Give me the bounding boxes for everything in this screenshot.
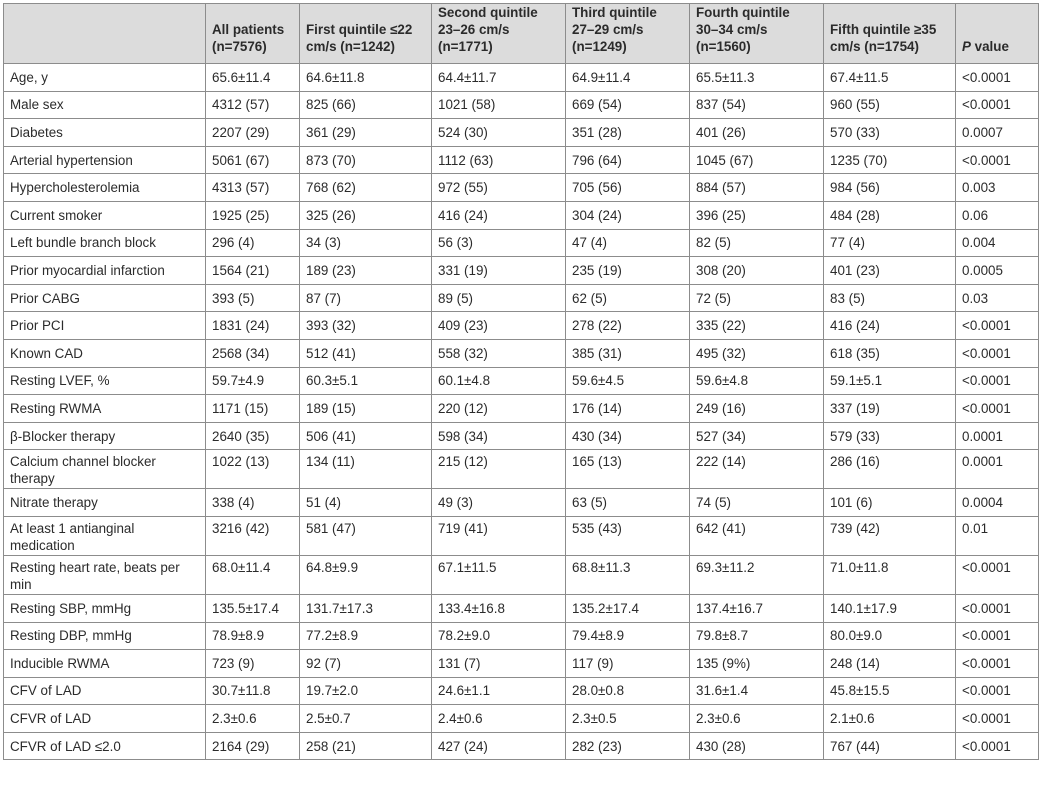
header-line: value — [970, 39, 1009, 54]
table-row — [4, 91, 1039, 119]
row-label: Resting RWMA — [4, 395, 206, 423]
row-label: Hypercholesterolemia — [4, 174, 206, 202]
header-line: (n=1771) — [438, 39, 493, 54]
table-cell: 51 (4) — [300, 489, 432, 517]
table-cell: 30.7±11.8 — [206, 677, 300, 705]
header-line: 27–29 cm/s — [572, 22, 644, 37]
table-cell: 506 (41) — [300, 422, 432, 450]
row-label: Age, y — [4, 64, 206, 92]
table-row — [4, 422, 1039, 450]
table-header — [4, 4, 1039, 64]
p-value-cell: <0.0001 — [956, 555, 1039, 594]
table-cell: 719 (41) — [432, 516, 566, 555]
header-line: Fourth quintile — [696, 5, 790, 20]
table-cell: 72 (5) — [690, 284, 824, 312]
table-cell: 77.2±8.9 — [300, 622, 432, 650]
table-cell: 416 (24) — [432, 201, 566, 229]
header-line: Second quintile — [438, 5, 538, 20]
header-cell-first-quintile — [300, 4, 432, 64]
table-cell: 134 (11) — [300, 450, 432, 489]
header-cell-label — [4, 4, 206, 64]
table-cell: 3216 (42) — [206, 516, 300, 555]
header-row — [4, 4, 1039, 64]
table-cell: 79.8±8.7 — [690, 622, 824, 650]
table-cell: 2.4±0.6 — [432, 705, 566, 733]
row-label: Inducible RWMA — [4, 650, 206, 678]
table-cell: 2.3±0.6 — [690, 705, 824, 733]
table-cell: 78.2±9.0 — [432, 622, 566, 650]
table-cell: 642 (41) — [690, 516, 824, 555]
table-row — [4, 622, 1039, 650]
table-cell: 337 (19) — [824, 395, 956, 423]
table-cell: 338 (4) — [206, 489, 300, 517]
table-cell: 4312 (57) — [206, 91, 300, 119]
table-cell: 56 (3) — [432, 229, 566, 257]
table-row — [4, 516, 1039, 555]
table-cell: 2568 (34) — [206, 339, 300, 367]
table-cell: 972 (55) — [432, 174, 566, 202]
table-cell: 63 (5) — [566, 489, 690, 517]
table-cell: 19.7±2.0 — [300, 677, 432, 705]
p-value-cell: 0.0005 — [956, 257, 1039, 285]
table-cell: 282 (23) — [566, 732, 690, 760]
table-cell: 131.7±17.3 — [300, 594, 432, 622]
table-row — [4, 201, 1039, 229]
table-cell: 80.0±9.0 — [824, 622, 956, 650]
p-value-cell: <0.0001 — [956, 732, 1039, 760]
table-cell: 524 (30) — [432, 119, 566, 147]
table-cell: 512 (41) — [300, 339, 432, 367]
table-cell: 24.6±1.1 — [432, 677, 566, 705]
header-line: (n=1560) — [696, 39, 751, 54]
table-row — [4, 174, 1039, 202]
header-line: Third quintile — [572, 5, 657, 20]
p-value-cell: 0.0004 — [956, 489, 1039, 517]
row-label: CFVR of LAD ≤2.0 — [4, 732, 206, 760]
table-cell: 31.6±1.4 — [690, 677, 824, 705]
table-cell: 1045 (67) — [690, 146, 824, 174]
table-row — [4, 257, 1039, 285]
table-cell: 527 (34) — [690, 422, 824, 450]
row-label: Resting LVEF, % — [4, 367, 206, 395]
header-cell-all-patients — [206, 4, 300, 64]
table-cell: 2.3±0.6 — [206, 705, 300, 733]
table-cell: 117 (9) — [566, 650, 690, 678]
table-row — [4, 284, 1039, 312]
row-label: Nitrate therapy — [4, 489, 206, 517]
table-cell: 427 (24) — [432, 732, 566, 760]
table-row — [4, 119, 1039, 147]
header-line: cm/s (n=1242) — [306, 39, 395, 54]
table-cell: 598 (34) — [432, 422, 566, 450]
table-cell: 62 (5) — [566, 284, 690, 312]
p-value-cell: <0.0001 — [956, 146, 1039, 174]
table-cell: 2164 (29) — [206, 732, 300, 760]
table-row — [4, 650, 1039, 678]
header-line: P — [962, 39, 971, 54]
table-row — [4, 489, 1039, 517]
table-cell: 235 (19) — [566, 257, 690, 285]
table-cell: 2.1±0.6 — [824, 705, 956, 733]
row-label: CFVR of LAD — [4, 705, 206, 733]
table-cell: 430 (28) — [690, 732, 824, 760]
row-label: Resting SBP, mmHg — [4, 594, 206, 622]
table-cell: 140.1±17.9 — [824, 594, 956, 622]
table-cell: 137.4±16.7 — [690, 594, 824, 622]
row-label: Calcium channel blocker therapy — [4, 450, 206, 489]
header-line: 30–34 cm/s — [696, 22, 768, 37]
table-cell: 335 (22) — [690, 312, 824, 340]
header-line: All patients — [212, 22, 285, 37]
table-cell: 64.9±11.4 — [566, 64, 690, 92]
table-cell: 2.3±0.5 — [566, 705, 690, 733]
table-cell: 825 (66) — [300, 91, 432, 119]
table-cell: 1171 (15) — [206, 395, 300, 423]
p-value-cell: <0.0001 — [956, 367, 1039, 395]
row-label: Arterial hypertension — [4, 146, 206, 174]
row-label: Prior myocardial infarction — [4, 257, 206, 285]
table-cell: 59.6±4.8 — [690, 367, 824, 395]
table-cell: 215 (12) — [432, 450, 566, 489]
table-cell: 28.0±0.8 — [566, 677, 690, 705]
table-row — [4, 367, 1039, 395]
p-value-cell: <0.0001 — [956, 677, 1039, 705]
table-cell: 393 (5) — [206, 284, 300, 312]
table-cell: 189 (15) — [300, 395, 432, 423]
table-cell: 5061 (67) — [206, 146, 300, 174]
table-cell: 361 (29) — [300, 119, 432, 147]
p-value-cell: 0.06 — [956, 201, 1039, 229]
p-value-cell: <0.0001 — [956, 705, 1039, 733]
table-cell: 984 (56) — [824, 174, 956, 202]
table-cell: 1831 (24) — [206, 312, 300, 340]
table-row — [4, 339, 1039, 367]
table-cell: 286 (16) — [824, 450, 956, 489]
table-cell: 65.6±11.4 — [206, 64, 300, 92]
table-cell: 618 (35) — [824, 339, 956, 367]
table-cell: 304 (24) — [566, 201, 690, 229]
table-cell: 723 (9) — [206, 650, 300, 678]
row-label: Known CAD — [4, 339, 206, 367]
row-label: Prior CABG — [4, 284, 206, 312]
table-cell: 739 (42) — [824, 516, 956, 555]
table-cell: 796 (64) — [566, 146, 690, 174]
row-label: Male sex — [4, 91, 206, 119]
table-cell: 308 (20) — [690, 257, 824, 285]
table-cell: 873 (70) — [300, 146, 432, 174]
table-cell: 49 (3) — [432, 489, 566, 517]
header-cell-fourth-quintile — [690, 4, 824, 64]
table-cell: 416 (24) — [824, 312, 956, 340]
table-cell: 296 (4) — [206, 229, 300, 257]
p-value-cell: <0.0001 — [956, 650, 1039, 678]
table-cell: 89 (5) — [432, 284, 566, 312]
table-cell: 1235 (70) — [824, 146, 956, 174]
header-line: Fifth quintile ≥35 — [830, 22, 937, 37]
table-cell: 68.8±11.3 — [566, 555, 690, 594]
table-cell: 59.7±4.9 — [206, 367, 300, 395]
table-cell: 1564 (21) — [206, 257, 300, 285]
row-label: Prior PCI — [4, 312, 206, 340]
table-cell: 767 (44) — [824, 732, 956, 760]
table-cell: 558 (32) — [432, 339, 566, 367]
table-cell: 331 (19) — [432, 257, 566, 285]
table-cell: 34 (3) — [300, 229, 432, 257]
table-cell: 484 (28) — [824, 201, 956, 229]
row-label: Resting heart rate, beats per min — [4, 555, 206, 594]
table-cell: 2207 (29) — [206, 119, 300, 147]
table-cell: 77 (4) — [824, 229, 956, 257]
table-cell: 64.8±9.9 — [300, 555, 432, 594]
table-cell: 74 (5) — [690, 489, 824, 517]
table-cell: 165 (13) — [566, 450, 690, 489]
header-line: (n=1249) — [572, 39, 627, 54]
table-cell: 768 (62) — [300, 174, 432, 202]
table-row — [4, 450, 1039, 489]
table-cell: 579 (33) — [824, 422, 956, 450]
table-cell: 705 (56) — [566, 174, 690, 202]
p-value-cell: <0.0001 — [956, 91, 1039, 119]
table-cell: 101 (6) — [824, 489, 956, 517]
table-cell: 135.2±17.4 — [566, 594, 690, 622]
table-cell: 430 (34) — [566, 422, 690, 450]
header-cell-second-quintile — [432, 4, 566, 64]
table-cell: 83 (5) — [824, 284, 956, 312]
row-label: Left bundle branch block — [4, 229, 206, 257]
table-cell: 1925 (25) — [206, 201, 300, 229]
characteristics-table — [3, 3, 1039, 760]
table-cell: 837 (54) — [690, 91, 824, 119]
p-value-cell: <0.0001 — [956, 339, 1039, 367]
table-cell: 68.0±11.4 — [206, 555, 300, 594]
table-cell: 87 (7) — [300, 284, 432, 312]
p-value-cell: 0.0001 — [956, 422, 1039, 450]
table-row — [4, 732, 1039, 760]
row-label: At least 1 antianginal medication — [4, 516, 206, 555]
row-label: Current smoker — [4, 201, 206, 229]
table-cell: 401 (23) — [824, 257, 956, 285]
table-row — [4, 594, 1039, 622]
table-cell: 248 (14) — [824, 650, 956, 678]
table-cell: 64.4±11.7 — [432, 64, 566, 92]
table-cell: 409 (23) — [432, 312, 566, 340]
p-value-cell: <0.0001 — [956, 622, 1039, 650]
table-cell: 131 (7) — [432, 650, 566, 678]
table-cell: 581 (47) — [300, 516, 432, 555]
table-cell: 570 (33) — [824, 119, 956, 147]
p-value-cell: <0.0001 — [956, 64, 1039, 92]
table-row — [4, 677, 1039, 705]
header-line: (n=7576) — [212, 39, 267, 54]
table-cell: 189 (23) — [300, 257, 432, 285]
table-cell: 220 (12) — [432, 395, 566, 423]
p-value-cell: 0.0001 — [956, 450, 1039, 489]
row-label: CFV of LAD — [4, 677, 206, 705]
table-cell: 133.4±16.8 — [432, 594, 566, 622]
header-cell-p-value — [956, 4, 1039, 64]
table-row — [4, 395, 1039, 423]
p-value-cell: 0.0007 — [956, 119, 1039, 147]
table-cell: 401 (26) — [690, 119, 824, 147]
table-cell: 69.3±11.2 — [690, 555, 824, 594]
table-cell: 385 (31) — [566, 339, 690, 367]
p-value-cell: <0.0001 — [956, 312, 1039, 340]
table-cell: 222 (14) — [690, 450, 824, 489]
header-cell-third-quintile — [566, 4, 690, 64]
table-cell: 59.6±4.5 — [566, 367, 690, 395]
p-value-cell: 0.03 — [956, 284, 1039, 312]
table-cell: 495 (32) — [690, 339, 824, 367]
table-cell: 65.5±11.3 — [690, 64, 824, 92]
row-label: Diabetes — [4, 119, 206, 147]
table-cell: 92 (7) — [300, 650, 432, 678]
table-cell: 278 (22) — [566, 312, 690, 340]
table-cell: 393 (32) — [300, 312, 432, 340]
table-cell: 249 (16) — [690, 395, 824, 423]
row-label: Resting DBP, mmHg — [4, 622, 206, 650]
table-cell: 82 (5) — [690, 229, 824, 257]
table-cell: 258 (21) — [300, 732, 432, 760]
table-cell: 535 (43) — [566, 516, 690, 555]
p-value-cell: 0.003 — [956, 174, 1039, 202]
table-cell: 135.5±17.4 — [206, 594, 300, 622]
p-value-cell: 0.004 — [956, 229, 1039, 257]
table-cell: 79.4±8.9 — [566, 622, 690, 650]
table-cell: 960 (55) — [824, 91, 956, 119]
table-cell: 351 (28) — [566, 119, 690, 147]
table-cell: 45.8±15.5 — [824, 677, 956, 705]
header-line: First quintile ≤22 — [306, 22, 413, 37]
table-cell: 2.5±0.7 — [300, 705, 432, 733]
table-cell: 60.1±4.8 — [432, 367, 566, 395]
p-value-cell: 0.01 — [956, 516, 1039, 555]
table-cell: 78.9±8.9 — [206, 622, 300, 650]
table-row — [4, 64, 1039, 92]
table-row — [4, 146, 1039, 174]
header-line: cm/s (n=1754) — [830, 39, 919, 54]
table-cell: 67.1±11.5 — [432, 555, 566, 594]
table-cell: 176 (14) — [566, 395, 690, 423]
table-cell: 396 (25) — [690, 201, 824, 229]
table-row — [4, 555, 1039, 594]
p-value-cell: <0.0001 — [956, 594, 1039, 622]
table-row — [4, 312, 1039, 340]
table-cell: 60.3±5.1 — [300, 367, 432, 395]
table-body — [4, 64, 1039, 760]
table-cell: 47 (4) — [566, 229, 690, 257]
table-cell: 67.4±11.5 — [824, 64, 956, 92]
table-cell: 1022 (13) — [206, 450, 300, 489]
table-cell: 71.0±11.8 — [824, 555, 956, 594]
table-row — [4, 229, 1039, 257]
table-cell: 135 (9%) — [690, 650, 824, 678]
table-cell: 1112 (63) — [432, 146, 566, 174]
p-value-cell: <0.0001 — [956, 395, 1039, 423]
row-label: β-Blocker therapy — [4, 422, 206, 450]
table-cell: 1021 (58) — [432, 91, 566, 119]
table-cell: 4313 (57) — [206, 174, 300, 202]
header-line: 23–26 cm/s — [438, 22, 510, 37]
table-cell: 884 (57) — [690, 174, 824, 202]
table-cell: 64.6±11.8 — [300, 64, 432, 92]
table-row — [4, 705, 1039, 733]
table-cell: 669 (54) — [566, 91, 690, 119]
header-cell-fifth-quintile — [824, 4, 956, 64]
table-cell: 325 (26) — [300, 201, 432, 229]
table-cell: 59.1±5.1 — [824, 367, 956, 395]
table-cell: 2640 (35) — [206, 422, 300, 450]
